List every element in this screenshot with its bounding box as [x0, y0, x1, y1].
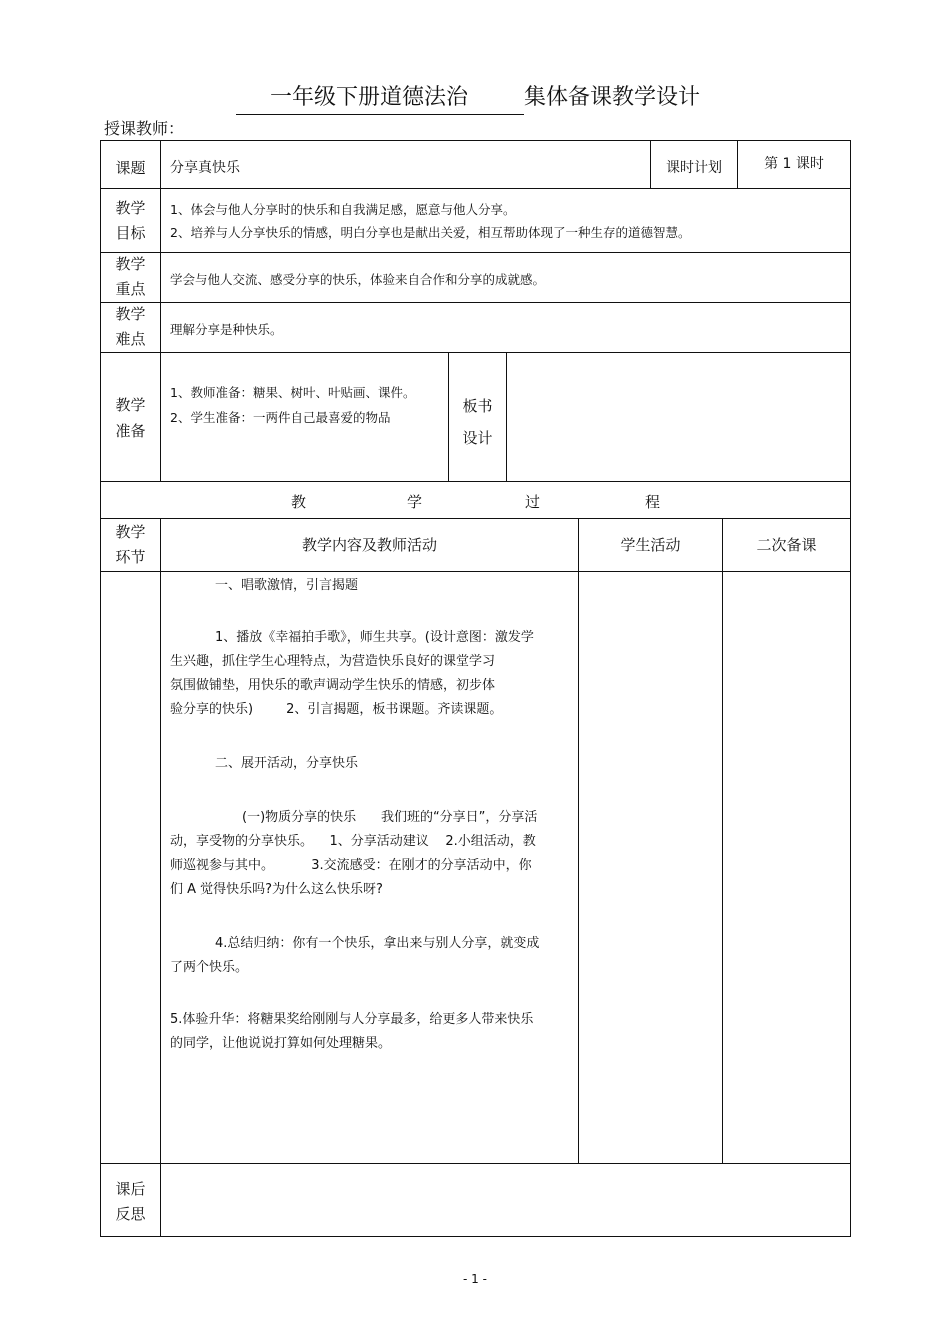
- process-title: [101, 490, 850, 518]
- difficulties-label-line2: 难点: [115, 330, 146, 348]
- board-design-label: [449, 390, 506, 454]
- table-border-bottom: [100, 1236, 851, 1237]
- key-points-label-line1: 教学: [115, 255, 146, 273]
- paragraph-line: 1、播放《幸福拍手歌》，师生共享。(设计意图：激发学: [215, 630, 534, 645]
- paragraph-line: 师巡视参与其中。 3.交流感受：在刚才的分享活动中，你: [170, 858, 532, 873]
- objective-item: 1、体会与他人分享时的快乐和自我满足感，愿意与他人分享。: [170, 202, 516, 217]
- preparation-label: [101, 392, 160, 444]
- page-title: [236, 80, 700, 115]
- col-divider: [160, 518, 161, 1236]
- paragraph-line: 4.总结归纳：你有一个快乐，拿出来与别人分享，就变成: [215, 936, 540, 951]
- board-design-label-line1: 板书: [462, 397, 493, 415]
- board-design-area[interactable]: [507, 360, 850, 480]
- process-title-char: 过: [525, 493, 541, 511]
- page-number: - 1 -: [463, 1272, 487, 1286]
- preparation-item: 2、学生准备：一两件自己最喜爱的物品: [170, 410, 391, 425]
- key-points-label-line2: 重点: [115, 280, 146, 298]
- preparation-list: [170, 380, 445, 430]
- section-heading: 一、唱歌激情，引言揭题: [215, 578, 359, 593]
- paragraph-line: 5.体验升华：将糖果奖给刚刚与人分享最多，给更多人带来快乐: [170, 1012, 534, 1027]
- objectives-list: [170, 198, 845, 244]
- process-title-char: 学: [407, 493, 423, 511]
- course-title: 分享真快乐: [170, 160, 240, 176]
- paragraph-line: 生兴趣，抓住学生心理特点，为营造快乐良好的课堂学习: [170, 654, 496, 669]
- difficulties-text: 理解分享是种快乐。: [170, 322, 283, 337]
- difficulties-label: [101, 302, 160, 352]
- paragraph-line: 氛围做铺垫，用快乐的歌声调动学生快乐的情感，初步体: [170, 678, 496, 693]
- section-header-line2: 环节: [115, 548, 146, 566]
- board-design-label-line2: 设计: [462, 429, 493, 447]
- paragraph-line: 的同学，让他说说打算如何处理糖果。: [170, 1036, 392, 1051]
- row-divider: [100, 518, 851, 519]
- teacher-label: 授课教师：: [104, 119, 185, 138]
- course-label: 课题: [115, 159, 146, 177]
- process-title-char: 程: [645, 493, 661, 511]
- secondary-prep-area[interactable]: [723, 572, 850, 1162]
- title-part-2: 集体备课教学设计: [524, 85, 701, 110]
- paragraph-line: 动，享受物的分享快乐。 1、分享活动建议 2.小组活动，教: [170, 834, 536, 849]
- process-title-char: 教: [291, 493, 307, 511]
- preparation-label-line1: 教学: [115, 396, 146, 414]
- secondary-column-header: 二次备课: [756, 536, 817, 554]
- reflection-label-line1: 课后: [115, 1180, 146, 1198]
- section-column-header: [101, 520, 160, 570]
- student-activity-area[interactable]: [579, 572, 722, 1162]
- reflection-area[interactable]: [161, 1164, 850, 1236]
- table-border-top: [100, 140, 851, 141]
- section-header-line1: 教学: [115, 523, 146, 541]
- objectives-label-line2: 目标: [115, 224, 146, 242]
- section-heading: 二、展开活动，分享快乐: [215, 756, 359, 771]
- paragraph-line: 们 A 觉得快乐吗?为什么这么快乐呀?: [170, 882, 383, 897]
- objectives-label-line1: 教学: [115, 199, 146, 217]
- lesson-plan-label: 课时计划: [666, 160, 722, 176]
- difficulties-label-line1: 教学: [115, 305, 146, 323]
- objectives-label: [101, 196, 160, 246]
- row-divider: [100, 188, 851, 189]
- row-divider: [100, 302, 851, 303]
- row-divider: [100, 481, 851, 482]
- col-divider: [160, 140, 161, 481]
- table-border-right: [850, 140, 851, 1237]
- paragraph-line: 了两个快乐。: [170, 960, 249, 975]
- teaching-content: [170, 574, 572, 1056]
- preparation-item: 1、教师准备：糖果、树叶、叶贴画、课件。: [170, 385, 416, 400]
- title-part-1: 一年级下册道德法治: [236, 80, 524, 115]
- lesson-plan-value: 第 1 课时: [764, 156, 824, 172]
- reflection-label-line2: 反思: [115, 1205, 146, 1223]
- paragraph-line: 验分享的快乐) 2、引言揭题，板书课题。齐读课题。: [170, 702, 503, 717]
- key-points-label: [101, 252, 160, 302]
- objective-item: 2、培养与人分享快乐的情感，明白分享也是献出关爱，相互帮助体现了一种生存的道德智慧。: [170, 225, 691, 240]
- paragraph-line: (一)物质分享的快乐 我们班的“分享日”，分享活: [242, 810, 538, 825]
- key-points-text: 学会与他人交流、感受分享的快乐，体验来自合作和分享的成就感。: [170, 272, 546, 287]
- content-column-header: 教学内容及教师活动: [301, 536, 437, 554]
- preparation-label-line2: 准备: [115, 422, 146, 440]
- row-divider: [100, 252, 851, 253]
- reflection-label: [101, 1177, 160, 1227]
- student-column-header: 学生活动: [620, 536, 681, 554]
- row-divider: [100, 352, 851, 353]
